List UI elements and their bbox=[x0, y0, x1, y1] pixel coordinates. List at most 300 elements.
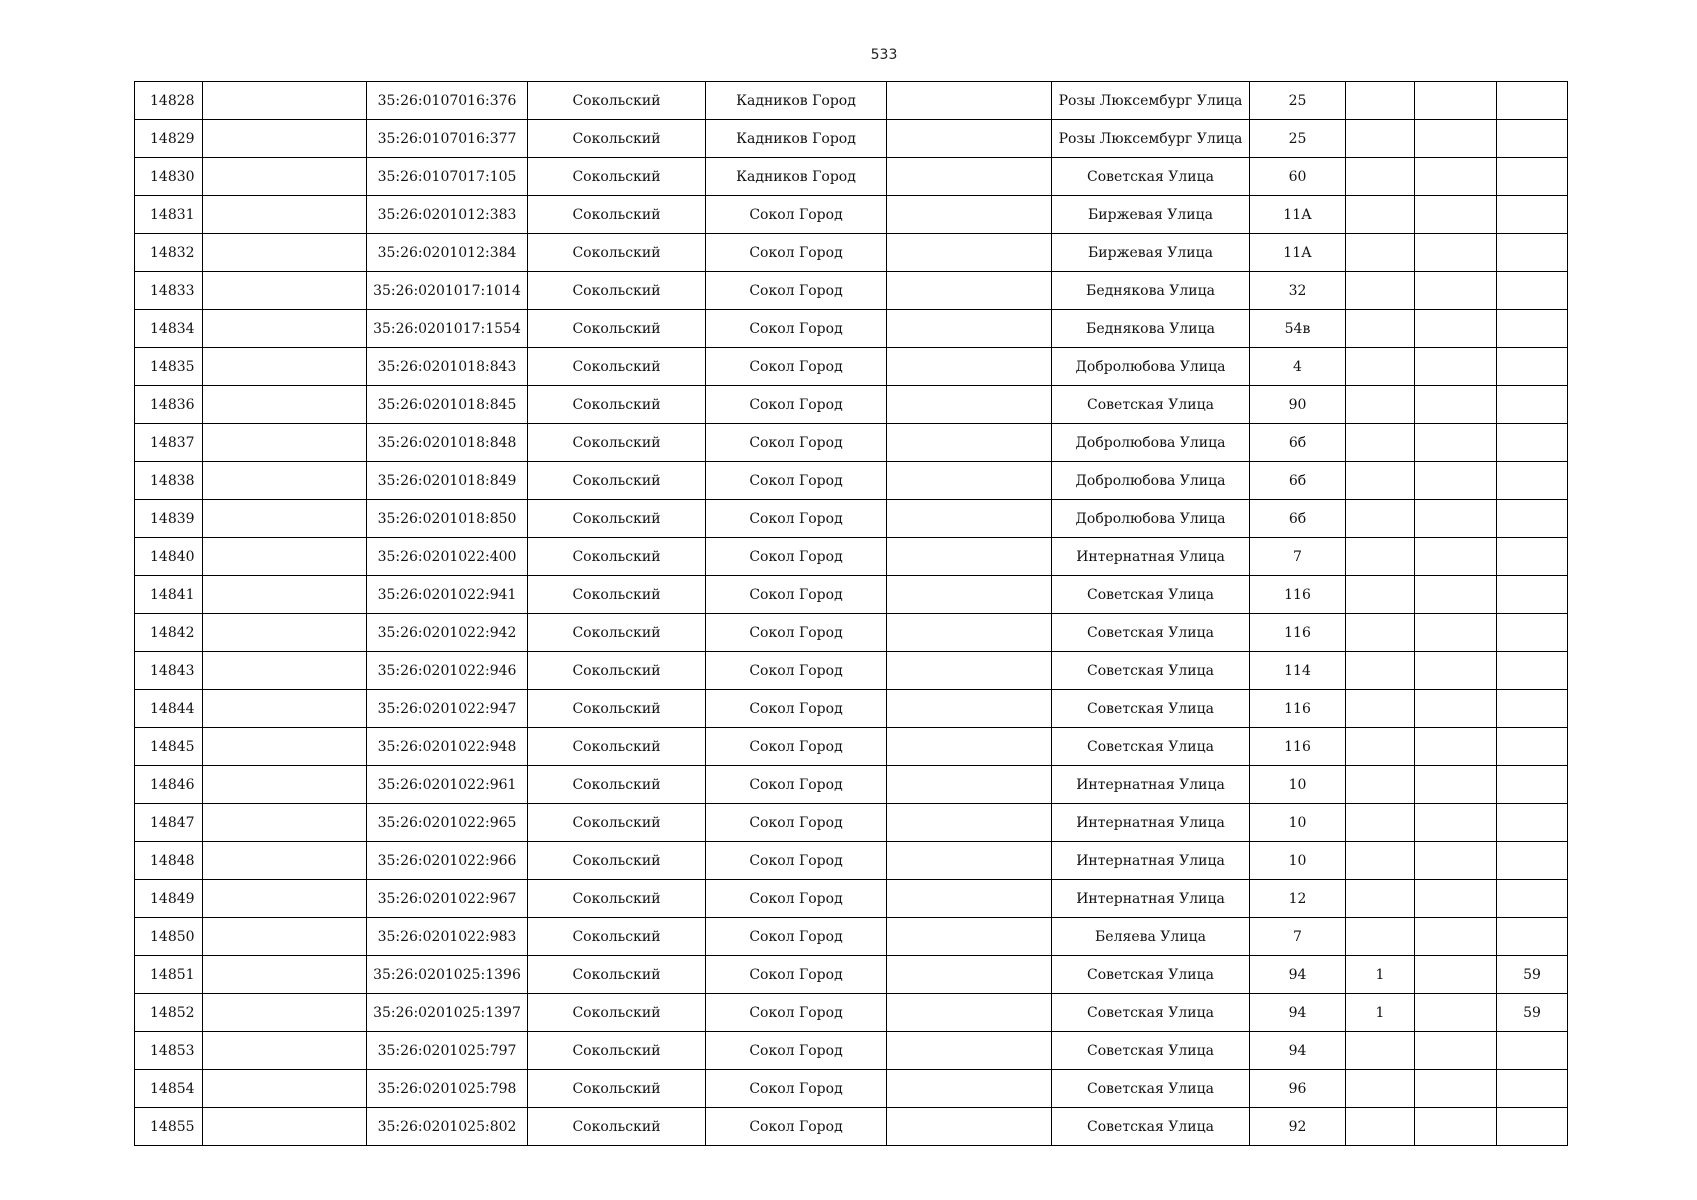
blank-cell bbox=[203, 82, 367, 120]
blank-cell bbox=[203, 576, 367, 614]
street-cell: Советская Улица bbox=[1052, 956, 1250, 994]
locality-cell bbox=[887, 576, 1052, 614]
street-cell: Интернатная Улица bbox=[1052, 880, 1250, 918]
house-number-cell: 11А bbox=[1250, 196, 1346, 234]
row-number-cell: 14851 bbox=[135, 956, 203, 994]
building-cell bbox=[1346, 538, 1415, 576]
building-cell bbox=[1346, 918, 1415, 956]
street-cell: Беляева Улица bbox=[1052, 918, 1250, 956]
house-number-cell: 25 bbox=[1250, 120, 1346, 158]
cadastral-number-cell: 35:26:0201022:942 bbox=[367, 614, 528, 652]
cadastral-number-cell: 35:26:0201025:798 bbox=[367, 1070, 528, 1108]
street-cell: Советская Улица bbox=[1052, 994, 1250, 1032]
row-number-cell: 14831 bbox=[135, 196, 203, 234]
cadastral-number-cell: 35:26:0201018:845 bbox=[367, 386, 528, 424]
table-row bbox=[135, 804, 1568, 842]
blank-cell bbox=[203, 500, 367, 538]
locality-cell bbox=[887, 918, 1052, 956]
blank-cell bbox=[203, 614, 367, 652]
locality-cell bbox=[887, 1108, 1052, 1146]
table-row bbox=[135, 652, 1568, 690]
street-cell: Биржевая Улица bbox=[1052, 234, 1250, 272]
table-row bbox=[135, 234, 1568, 272]
blank-cell bbox=[203, 842, 367, 880]
building-cell bbox=[1346, 348, 1415, 386]
cadastral-number-cell: 35:26:0201018:843 bbox=[367, 348, 528, 386]
apartment-cell bbox=[1497, 272, 1568, 310]
building-cell bbox=[1346, 424, 1415, 462]
district-cell: Сокольский bbox=[528, 196, 706, 234]
settlement-cell: Сокол Город bbox=[706, 918, 887, 956]
settlement-cell: Сокол Город bbox=[706, 538, 887, 576]
cadastral-number-cell: 35:26:0201022:946 bbox=[367, 652, 528, 690]
structure-cell bbox=[1415, 614, 1497, 652]
house-number-cell: 90 bbox=[1250, 386, 1346, 424]
building-cell bbox=[1346, 120, 1415, 158]
table-row bbox=[135, 918, 1568, 956]
settlement-cell: Сокол Город bbox=[706, 766, 887, 804]
locality-cell bbox=[887, 462, 1052, 500]
house-number-cell: 116 bbox=[1250, 728, 1346, 766]
building-cell bbox=[1346, 576, 1415, 614]
table-row bbox=[135, 82, 1568, 120]
blank-cell bbox=[203, 120, 367, 158]
cadastral-number-cell: 35:26:0201025:1397 bbox=[367, 994, 528, 1032]
house-number-cell: 92 bbox=[1250, 1108, 1346, 1146]
cadastral-number-cell: 35:26:0201018:849 bbox=[367, 462, 528, 500]
structure-cell bbox=[1415, 500, 1497, 538]
row-number-cell: 14840 bbox=[135, 538, 203, 576]
house-number-cell: 6б bbox=[1250, 462, 1346, 500]
district-cell: Сокольский bbox=[528, 234, 706, 272]
apartment-cell bbox=[1497, 1108, 1568, 1146]
row-number-cell: 14839 bbox=[135, 500, 203, 538]
building-cell bbox=[1346, 842, 1415, 880]
street-cell: Советская Улица bbox=[1052, 652, 1250, 690]
house-number-cell: 54в bbox=[1250, 310, 1346, 348]
building-cell bbox=[1346, 614, 1415, 652]
settlement-cell: Сокол Город bbox=[706, 728, 887, 766]
building-cell bbox=[1346, 272, 1415, 310]
row-number-cell: 14852 bbox=[135, 994, 203, 1032]
settlement-cell: Сокол Город bbox=[706, 1070, 887, 1108]
cadastral-number-cell: 35:26:0201025:802 bbox=[367, 1108, 528, 1146]
building-cell bbox=[1346, 1032, 1415, 1070]
property-registry-table bbox=[134, 81, 1568, 1146]
locality-cell bbox=[887, 1070, 1052, 1108]
cadastral-number-cell: 35:26:0201022:400 bbox=[367, 538, 528, 576]
table-row bbox=[135, 386, 1568, 424]
locality-cell bbox=[887, 766, 1052, 804]
blank-cell bbox=[203, 652, 367, 690]
house-number-cell: 60 bbox=[1250, 158, 1346, 196]
blank-cell bbox=[203, 424, 367, 462]
house-number-cell: 94 bbox=[1250, 956, 1346, 994]
apartment-cell bbox=[1497, 766, 1568, 804]
blank-cell bbox=[203, 1032, 367, 1070]
house-number-cell: 10 bbox=[1250, 766, 1346, 804]
building-cell bbox=[1346, 728, 1415, 766]
district-cell: Сокольский bbox=[528, 500, 706, 538]
cadastral-number-cell: 35:26:0201012:383 bbox=[367, 196, 528, 234]
building-cell: 1 bbox=[1346, 994, 1415, 1032]
settlement-cell: Сокол Город bbox=[706, 462, 887, 500]
table-row bbox=[135, 348, 1568, 386]
table-row bbox=[135, 272, 1568, 310]
row-number-cell: 14854 bbox=[135, 1070, 203, 1108]
settlement-cell: Сокол Город bbox=[706, 956, 887, 994]
settlement-cell: Сокол Город bbox=[706, 880, 887, 918]
row-number-cell: 14832 bbox=[135, 234, 203, 272]
apartment-cell bbox=[1497, 462, 1568, 500]
structure-cell bbox=[1415, 538, 1497, 576]
building-cell bbox=[1346, 1070, 1415, 1108]
row-number-cell: 14841 bbox=[135, 576, 203, 614]
blank-cell bbox=[203, 728, 367, 766]
building-cell bbox=[1346, 500, 1415, 538]
table-row bbox=[135, 196, 1568, 234]
cadastral-number-cell: 35:26:0201022:947 bbox=[367, 690, 528, 728]
street-cell: Добролюбова Улица bbox=[1052, 424, 1250, 462]
locality-cell bbox=[887, 158, 1052, 196]
table-row bbox=[135, 538, 1568, 576]
structure-cell bbox=[1415, 690, 1497, 728]
settlement-cell: Сокол Город bbox=[706, 424, 887, 462]
table-row bbox=[135, 1108, 1568, 1146]
street-cell: Советская Улица bbox=[1052, 690, 1250, 728]
house-number-cell: 7 bbox=[1250, 538, 1346, 576]
page-number: 533 bbox=[870, 47, 898, 63]
structure-cell bbox=[1415, 1070, 1497, 1108]
table-body bbox=[135, 82, 1568, 1146]
building-cell bbox=[1346, 766, 1415, 804]
apartment-cell bbox=[1497, 880, 1568, 918]
table-row bbox=[135, 462, 1568, 500]
locality-cell bbox=[887, 538, 1052, 576]
district-cell: Сокольский bbox=[528, 652, 706, 690]
district-cell: Сокольский bbox=[528, 310, 706, 348]
settlement-cell: Сокол Город bbox=[706, 500, 887, 538]
cadastral-number-cell: 35:26:0107016:377 bbox=[367, 120, 528, 158]
building-cell bbox=[1346, 462, 1415, 500]
row-number-cell: 14836 bbox=[135, 386, 203, 424]
district-cell: Сокольский bbox=[528, 386, 706, 424]
row-number-cell: 14847 bbox=[135, 804, 203, 842]
cadastral-number-cell: 35:26:0201025:797 bbox=[367, 1032, 528, 1070]
district-cell: Сокольский bbox=[528, 994, 706, 1032]
house-number-cell: 25 bbox=[1250, 82, 1346, 120]
blank-cell bbox=[203, 766, 367, 804]
house-number-cell: 116 bbox=[1250, 576, 1346, 614]
structure-cell bbox=[1415, 728, 1497, 766]
building-cell bbox=[1346, 880, 1415, 918]
locality-cell bbox=[887, 994, 1052, 1032]
row-number-cell: 14855 bbox=[135, 1108, 203, 1146]
row-number-cell: 14846 bbox=[135, 766, 203, 804]
structure-cell bbox=[1415, 196, 1497, 234]
locality-cell bbox=[887, 234, 1052, 272]
house-number-cell: 116 bbox=[1250, 614, 1346, 652]
structure-cell bbox=[1415, 234, 1497, 272]
settlement-cell: Сокол Город bbox=[706, 652, 887, 690]
house-number-cell: 10 bbox=[1250, 842, 1346, 880]
structure-cell bbox=[1415, 120, 1497, 158]
house-number-cell: 116 bbox=[1250, 690, 1346, 728]
table-row bbox=[135, 500, 1568, 538]
structure-cell bbox=[1415, 158, 1497, 196]
locality-cell bbox=[887, 272, 1052, 310]
cadastral-number-cell: 35:26:0201022:966 bbox=[367, 842, 528, 880]
structure-cell bbox=[1415, 272, 1497, 310]
structure-cell bbox=[1415, 576, 1497, 614]
structure-cell bbox=[1415, 424, 1497, 462]
cadastral-number-cell: 35:26:0201018:850 bbox=[367, 500, 528, 538]
table-row bbox=[135, 158, 1568, 196]
house-number-cell: 96 bbox=[1250, 1070, 1346, 1108]
blank-cell bbox=[203, 234, 367, 272]
street-cell: Советская Улица bbox=[1052, 386, 1250, 424]
apartment-cell bbox=[1497, 804, 1568, 842]
apartment-cell bbox=[1497, 348, 1568, 386]
apartment-cell bbox=[1497, 576, 1568, 614]
street-cell: Советская Улица bbox=[1052, 1070, 1250, 1108]
settlement-cell: Сокол Город bbox=[706, 310, 887, 348]
row-number-cell: 14838 bbox=[135, 462, 203, 500]
street-cell: Биржевая Улица bbox=[1052, 196, 1250, 234]
blank-cell bbox=[203, 272, 367, 310]
street-cell: Добролюбова Улица bbox=[1052, 462, 1250, 500]
settlement-cell: Кадников Город bbox=[706, 158, 887, 196]
settlement-cell: Кадников Город bbox=[706, 120, 887, 158]
district-cell: Сокольский bbox=[528, 766, 706, 804]
settlement-cell: Сокол Город bbox=[706, 842, 887, 880]
apartment-cell bbox=[1497, 1032, 1568, 1070]
row-number-cell: 14835 bbox=[135, 348, 203, 386]
building-cell bbox=[1346, 386, 1415, 424]
cadastral-number-cell: 35:26:0201022:965 bbox=[367, 804, 528, 842]
apartment-cell bbox=[1497, 728, 1568, 766]
street-cell: Интернатная Улица bbox=[1052, 538, 1250, 576]
district-cell: Сокольский bbox=[528, 538, 706, 576]
locality-cell bbox=[887, 728, 1052, 766]
row-number-cell: 14845 bbox=[135, 728, 203, 766]
row-number-cell: 14843 bbox=[135, 652, 203, 690]
row-number-cell: 14830 bbox=[135, 158, 203, 196]
building-cell bbox=[1346, 158, 1415, 196]
locality-cell bbox=[887, 500, 1052, 538]
cadastral-number-cell: 35:26:0201018:848 bbox=[367, 424, 528, 462]
row-number-cell: 14837 bbox=[135, 424, 203, 462]
locality-cell bbox=[887, 82, 1052, 120]
table-row bbox=[135, 310, 1568, 348]
district-cell: Сокольский bbox=[528, 918, 706, 956]
locality-cell bbox=[887, 120, 1052, 158]
structure-cell bbox=[1415, 766, 1497, 804]
table-row bbox=[135, 120, 1568, 158]
blank-cell bbox=[203, 1108, 367, 1146]
district-cell: Сокольский bbox=[528, 1108, 706, 1146]
blank-cell bbox=[203, 348, 367, 386]
settlement-cell: Сокол Город bbox=[706, 614, 887, 652]
apartment-cell bbox=[1497, 424, 1568, 462]
table-row bbox=[135, 842, 1568, 880]
row-number-cell: 14833 bbox=[135, 272, 203, 310]
building-cell bbox=[1346, 310, 1415, 348]
structure-cell bbox=[1415, 386, 1497, 424]
blank-cell bbox=[203, 956, 367, 994]
apartment-cell bbox=[1497, 690, 1568, 728]
settlement-cell: Сокол Город bbox=[706, 576, 887, 614]
locality-cell bbox=[887, 1032, 1052, 1070]
table-row bbox=[135, 690, 1568, 728]
district-cell: Сокольский bbox=[528, 348, 706, 386]
blank-cell bbox=[203, 196, 367, 234]
district-cell: Сокольский bbox=[528, 272, 706, 310]
table-row bbox=[135, 424, 1568, 462]
row-number-cell: 14842 bbox=[135, 614, 203, 652]
structure-cell bbox=[1415, 310, 1497, 348]
settlement-cell: Сокол Город bbox=[706, 994, 887, 1032]
blank-cell bbox=[203, 538, 367, 576]
building-cell bbox=[1346, 196, 1415, 234]
blank-cell bbox=[203, 386, 367, 424]
house-number-cell: 7 bbox=[1250, 918, 1346, 956]
district-cell: Сокольский bbox=[528, 614, 706, 652]
blank-cell bbox=[203, 310, 367, 348]
cadastral-number-cell: 35:26:0201022:983 bbox=[367, 918, 528, 956]
house-number-cell: 4 bbox=[1250, 348, 1346, 386]
apartment-cell: 59 bbox=[1497, 994, 1568, 1032]
table-row bbox=[135, 1070, 1568, 1108]
locality-cell bbox=[887, 880, 1052, 918]
row-number-cell: 14850 bbox=[135, 918, 203, 956]
district-cell: Сокольский bbox=[528, 462, 706, 500]
street-cell: Розы Люксембург Улица bbox=[1052, 120, 1250, 158]
settlement-cell: Кадников Город bbox=[706, 82, 887, 120]
cadastral-number-cell: 35:26:0201022:941 bbox=[367, 576, 528, 614]
locality-cell bbox=[887, 956, 1052, 994]
apartment-cell bbox=[1497, 652, 1568, 690]
settlement-cell: Сокол Город bbox=[706, 1108, 887, 1146]
settlement-cell: Сокол Город bbox=[706, 348, 887, 386]
cadastral-number-cell: 35:26:0201025:1396 bbox=[367, 956, 528, 994]
locality-cell bbox=[887, 386, 1052, 424]
locality-cell bbox=[887, 424, 1052, 462]
house-number-cell: 6б bbox=[1250, 500, 1346, 538]
street-cell: Беднякова Улица bbox=[1052, 310, 1250, 348]
apartment-cell bbox=[1497, 500, 1568, 538]
row-number-cell: 14853 bbox=[135, 1032, 203, 1070]
house-number-cell: 12 bbox=[1250, 880, 1346, 918]
district-cell: Сокольский bbox=[528, 728, 706, 766]
apartment-cell bbox=[1497, 386, 1568, 424]
house-number-cell: 11А bbox=[1250, 234, 1346, 272]
district-cell: Сокольский bbox=[528, 82, 706, 120]
settlement-cell: Сокол Город bbox=[706, 804, 887, 842]
structure-cell bbox=[1415, 348, 1497, 386]
locality-cell bbox=[887, 690, 1052, 728]
street-cell: Добролюбова Улица bbox=[1052, 500, 1250, 538]
blank-cell bbox=[203, 918, 367, 956]
row-number-cell: 14848 bbox=[135, 842, 203, 880]
street-cell: Советская Улица bbox=[1052, 1032, 1250, 1070]
district-cell: Сокольский bbox=[528, 158, 706, 196]
street-cell: Советская Улица bbox=[1052, 728, 1250, 766]
apartment-cell bbox=[1497, 158, 1568, 196]
structure-cell bbox=[1415, 880, 1497, 918]
district-cell: Сокольский bbox=[528, 690, 706, 728]
locality-cell bbox=[887, 842, 1052, 880]
street-cell: Советская Улица bbox=[1052, 614, 1250, 652]
structure-cell bbox=[1415, 994, 1497, 1032]
row-number-cell: 14849 bbox=[135, 880, 203, 918]
apartment-cell bbox=[1497, 196, 1568, 234]
table-row bbox=[135, 880, 1568, 918]
building-cell bbox=[1346, 1108, 1415, 1146]
cadastral-number-cell: 35:26:0201012:384 bbox=[367, 234, 528, 272]
structure-cell bbox=[1415, 842, 1497, 880]
house-number-cell: 94 bbox=[1250, 1032, 1346, 1070]
blank-cell bbox=[203, 690, 367, 728]
settlement-cell: Сокол Город bbox=[706, 196, 887, 234]
blank-cell bbox=[203, 880, 367, 918]
street-cell: Советская Улица bbox=[1052, 158, 1250, 196]
settlement-cell: Сокол Город bbox=[706, 386, 887, 424]
apartment-cell: 59 bbox=[1497, 956, 1568, 994]
apartment-cell bbox=[1497, 234, 1568, 272]
district-cell: Сокольский bbox=[528, 1070, 706, 1108]
structure-cell bbox=[1415, 804, 1497, 842]
district-cell: Сокольский bbox=[528, 1032, 706, 1070]
building-cell bbox=[1346, 234, 1415, 272]
row-number-cell: 14829 bbox=[135, 120, 203, 158]
street-cell: Беднякова Улица bbox=[1052, 272, 1250, 310]
structure-cell bbox=[1415, 462, 1497, 500]
apartment-cell bbox=[1497, 120, 1568, 158]
settlement-cell: Сокол Город bbox=[706, 1032, 887, 1070]
apartment-cell bbox=[1497, 310, 1568, 348]
locality-cell bbox=[887, 614, 1052, 652]
building-cell bbox=[1346, 690, 1415, 728]
structure-cell bbox=[1415, 956, 1497, 994]
locality-cell bbox=[887, 310, 1052, 348]
district-cell: Сокольский bbox=[528, 576, 706, 614]
table-row bbox=[135, 956, 1568, 994]
apartment-cell bbox=[1497, 918, 1568, 956]
district-cell: Сокольский bbox=[528, 424, 706, 462]
structure-cell bbox=[1415, 918, 1497, 956]
building-cell bbox=[1346, 804, 1415, 842]
cadastral-number-cell: 35:26:0201017:1014 bbox=[367, 272, 528, 310]
building-cell bbox=[1346, 82, 1415, 120]
locality-cell bbox=[887, 652, 1052, 690]
apartment-cell bbox=[1497, 1070, 1568, 1108]
blank-cell bbox=[203, 1070, 367, 1108]
structure-cell bbox=[1415, 1032, 1497, 1070]
house-number-cell: 114 bbox=[1250, 652, 1346, 690]
locality-cell bbox=[887, 804, 1052, 842]
settlement-cell: Сокол Город bbox=[706, 234, 887, 272]
house-number-cell: 32 bbox=[1250, 272, 1346, 310]
blank-cell bbox=[203, 462, 367, 500]
blank-cell bbox=[203, 804, 367, 842]
locality-cell bbox=[887, 348, 1052, 386]
cadastral-number-cell: 35:26:0201017:1554 bbox=[367, 310, 528, 348]
building-cell bbox=[1346, 652, 1415, 690]
apartment-cell bbox=[1497, 614, 1568, 652]
apartment-cell bbox=[1497, 842, 1568, 880]
house-number-cell: 94 bbox=[1250, 994, 1346, 1032]
